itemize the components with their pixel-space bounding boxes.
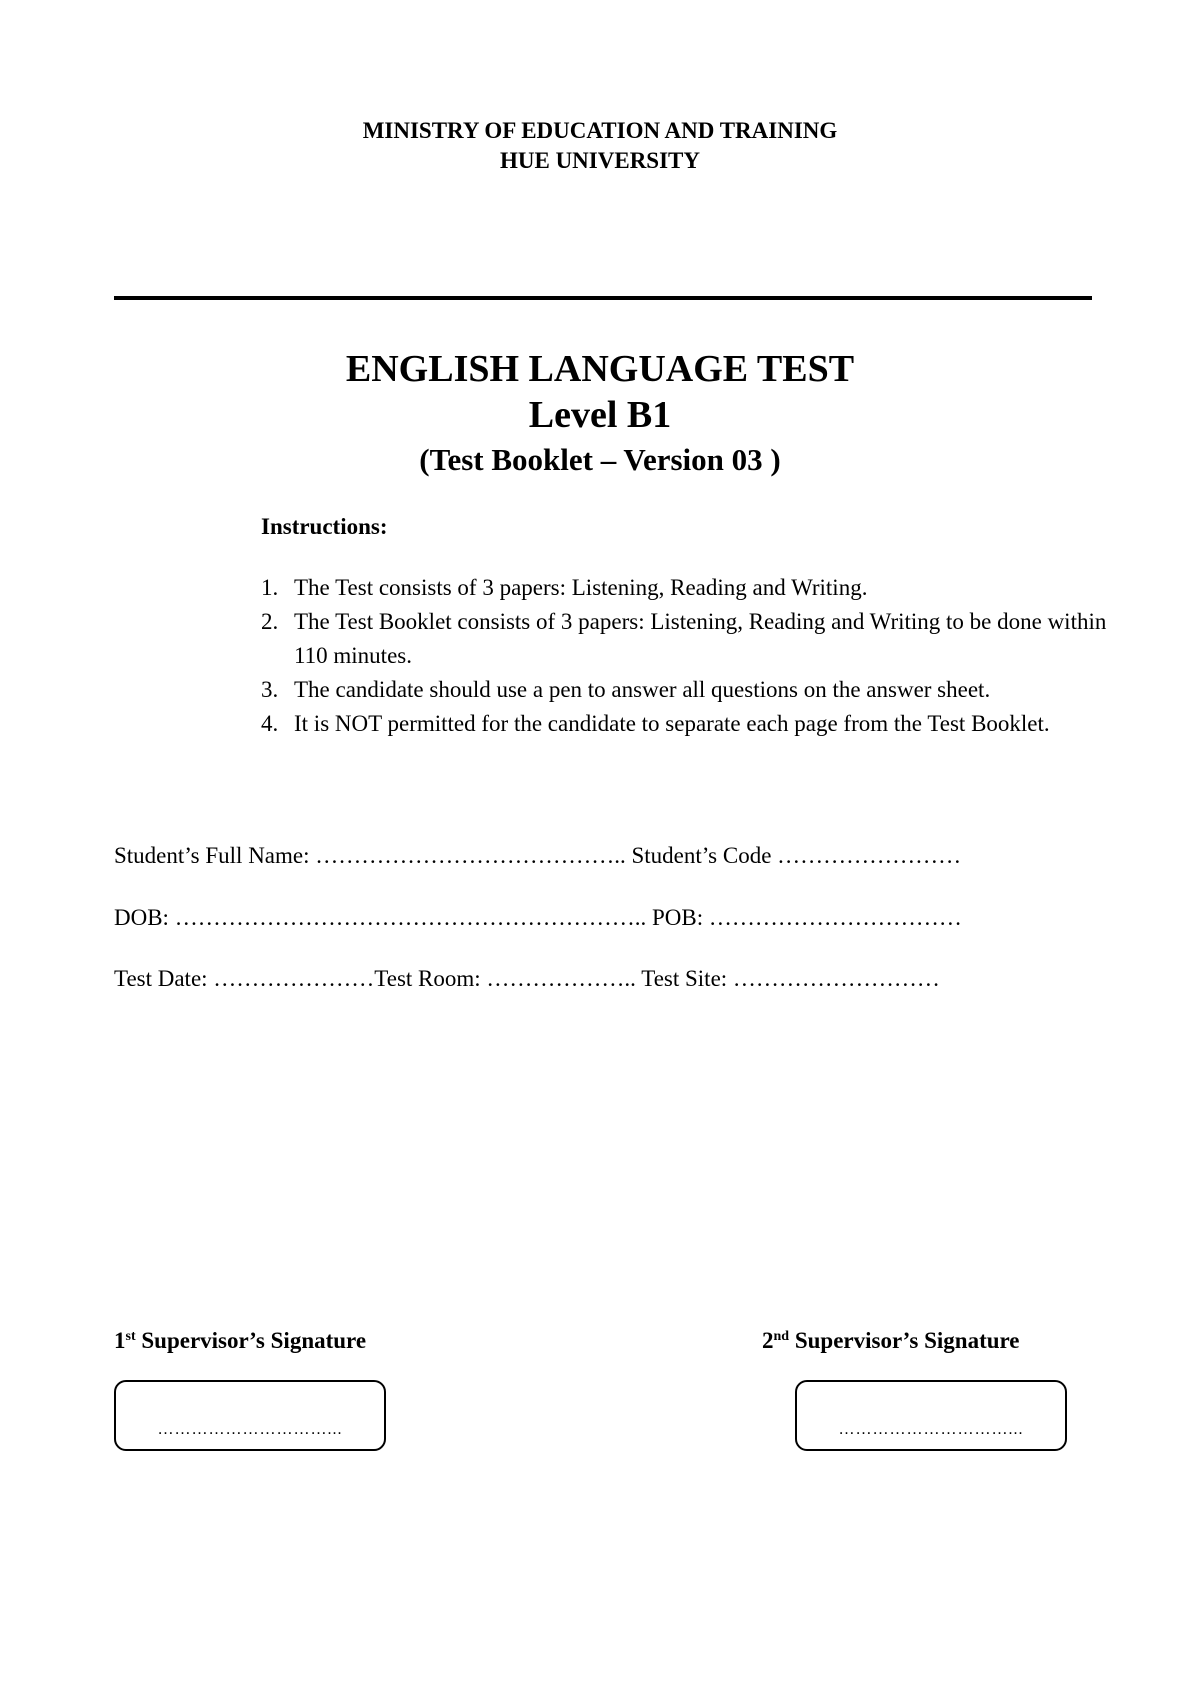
test-level: Level B1	[528, 394, 672, 436]
instruction-item	[261, 571, 1111, 605]
first-signature-placeholder: …………………………...	[157, 1421, 343, 1438]
ministry-name: MINISTRY OF EDUCATION AND TRAINING	[362, 118, 838, 143]
dob-pob-field: DOB: …………………………………………………….. POB: ……………………………	[114, 905, 962, 930]
instruction-number: 2.	[261, 609, 279, 634]
second-supervisor-ordinal: 2	[762, 1328, 774, 1353]
instruction-text: It is NOT permitted for the candidate to separate each page from the Test Booklet.	[294, 711, 1050, 736]
first-supervisor-signature-box	[114, 1380, 386, 1451]
instruction-number: 4.	[261, 711, 279, 736]
instruction-text: The Test consists of 3 papers: Listening, Reading and Writing.	[294, 575, 868, 600]
test-title: ENGLISH LANGUAGE TEST	[345, 348, 855, 390]
first-supervisor-ordinal-suffix: st	[125, 1329, 136, 1344]
first-supervisor-label-text: Supervisor’s Signature	[135, 1328, 367, 1353]
second-supervisor-label-text: Supervisor’s Signature	[789, 1328, 1020, 1353]
second-supervisor-signature-label	[762, 1326, 1020, 1356]
test-version: (Test Booklet – Version 03 )	[419, 442, 781, 477]
title-block	[0, 346, 1200, 482]
student-name-code-field: Student’s Full Name: ………………………………….. Student’s Code ……………………	[114, 843, 962, 868]
instruction-item	[261, 707, 1111, 741]
issuer-header	[0, 116, 1200, 176]
instruction-text: The Test Booklet consists of 3 papers: Listening, Reading and Writing to be done within 110 minutes.	[294, 609, 1107, 668]
instruction-number: 1.	[261, 575, 279, 600]
instructions-heading: Instructions:	[261, 514, 388, 539]
instructions-list	[261, 571, 1111, 741]
instructions-section	[261, 510, 1111, 741]
university-name: HUE UNIVERSITY	[499, 148, 700, 173]
test-date-room-site-field: Test Date: …………………Test Room: ……………….. Test Site: ………………………	[114, 966, 940, 991]
second-supervisor-signature-box	[795, 1380, 1067, 1451]
instruction-text: The candidate should use a pen to answer all questions on the answer sheet.	[294, 677, 991, 702]
instruction-item	[261, 605, 1111, 673]
first-supervisor-ordinal: 1	[114, 1328, 126, 1353]
second-signature-placeholder: …………………………...	[838, 1421, 1024, 1438]
instruction-number: 3.	[261, 677, 279, 702]
second-supervisor-ordinal-suffix: nd	[773, 1329, 790, 1344]
horizontal-divider	[114, 296, 1092, 300]
first-supervisor-signature-label	[114, 1326, 366, 1356]
instruction-item	[261, 673, 1111, 707]
